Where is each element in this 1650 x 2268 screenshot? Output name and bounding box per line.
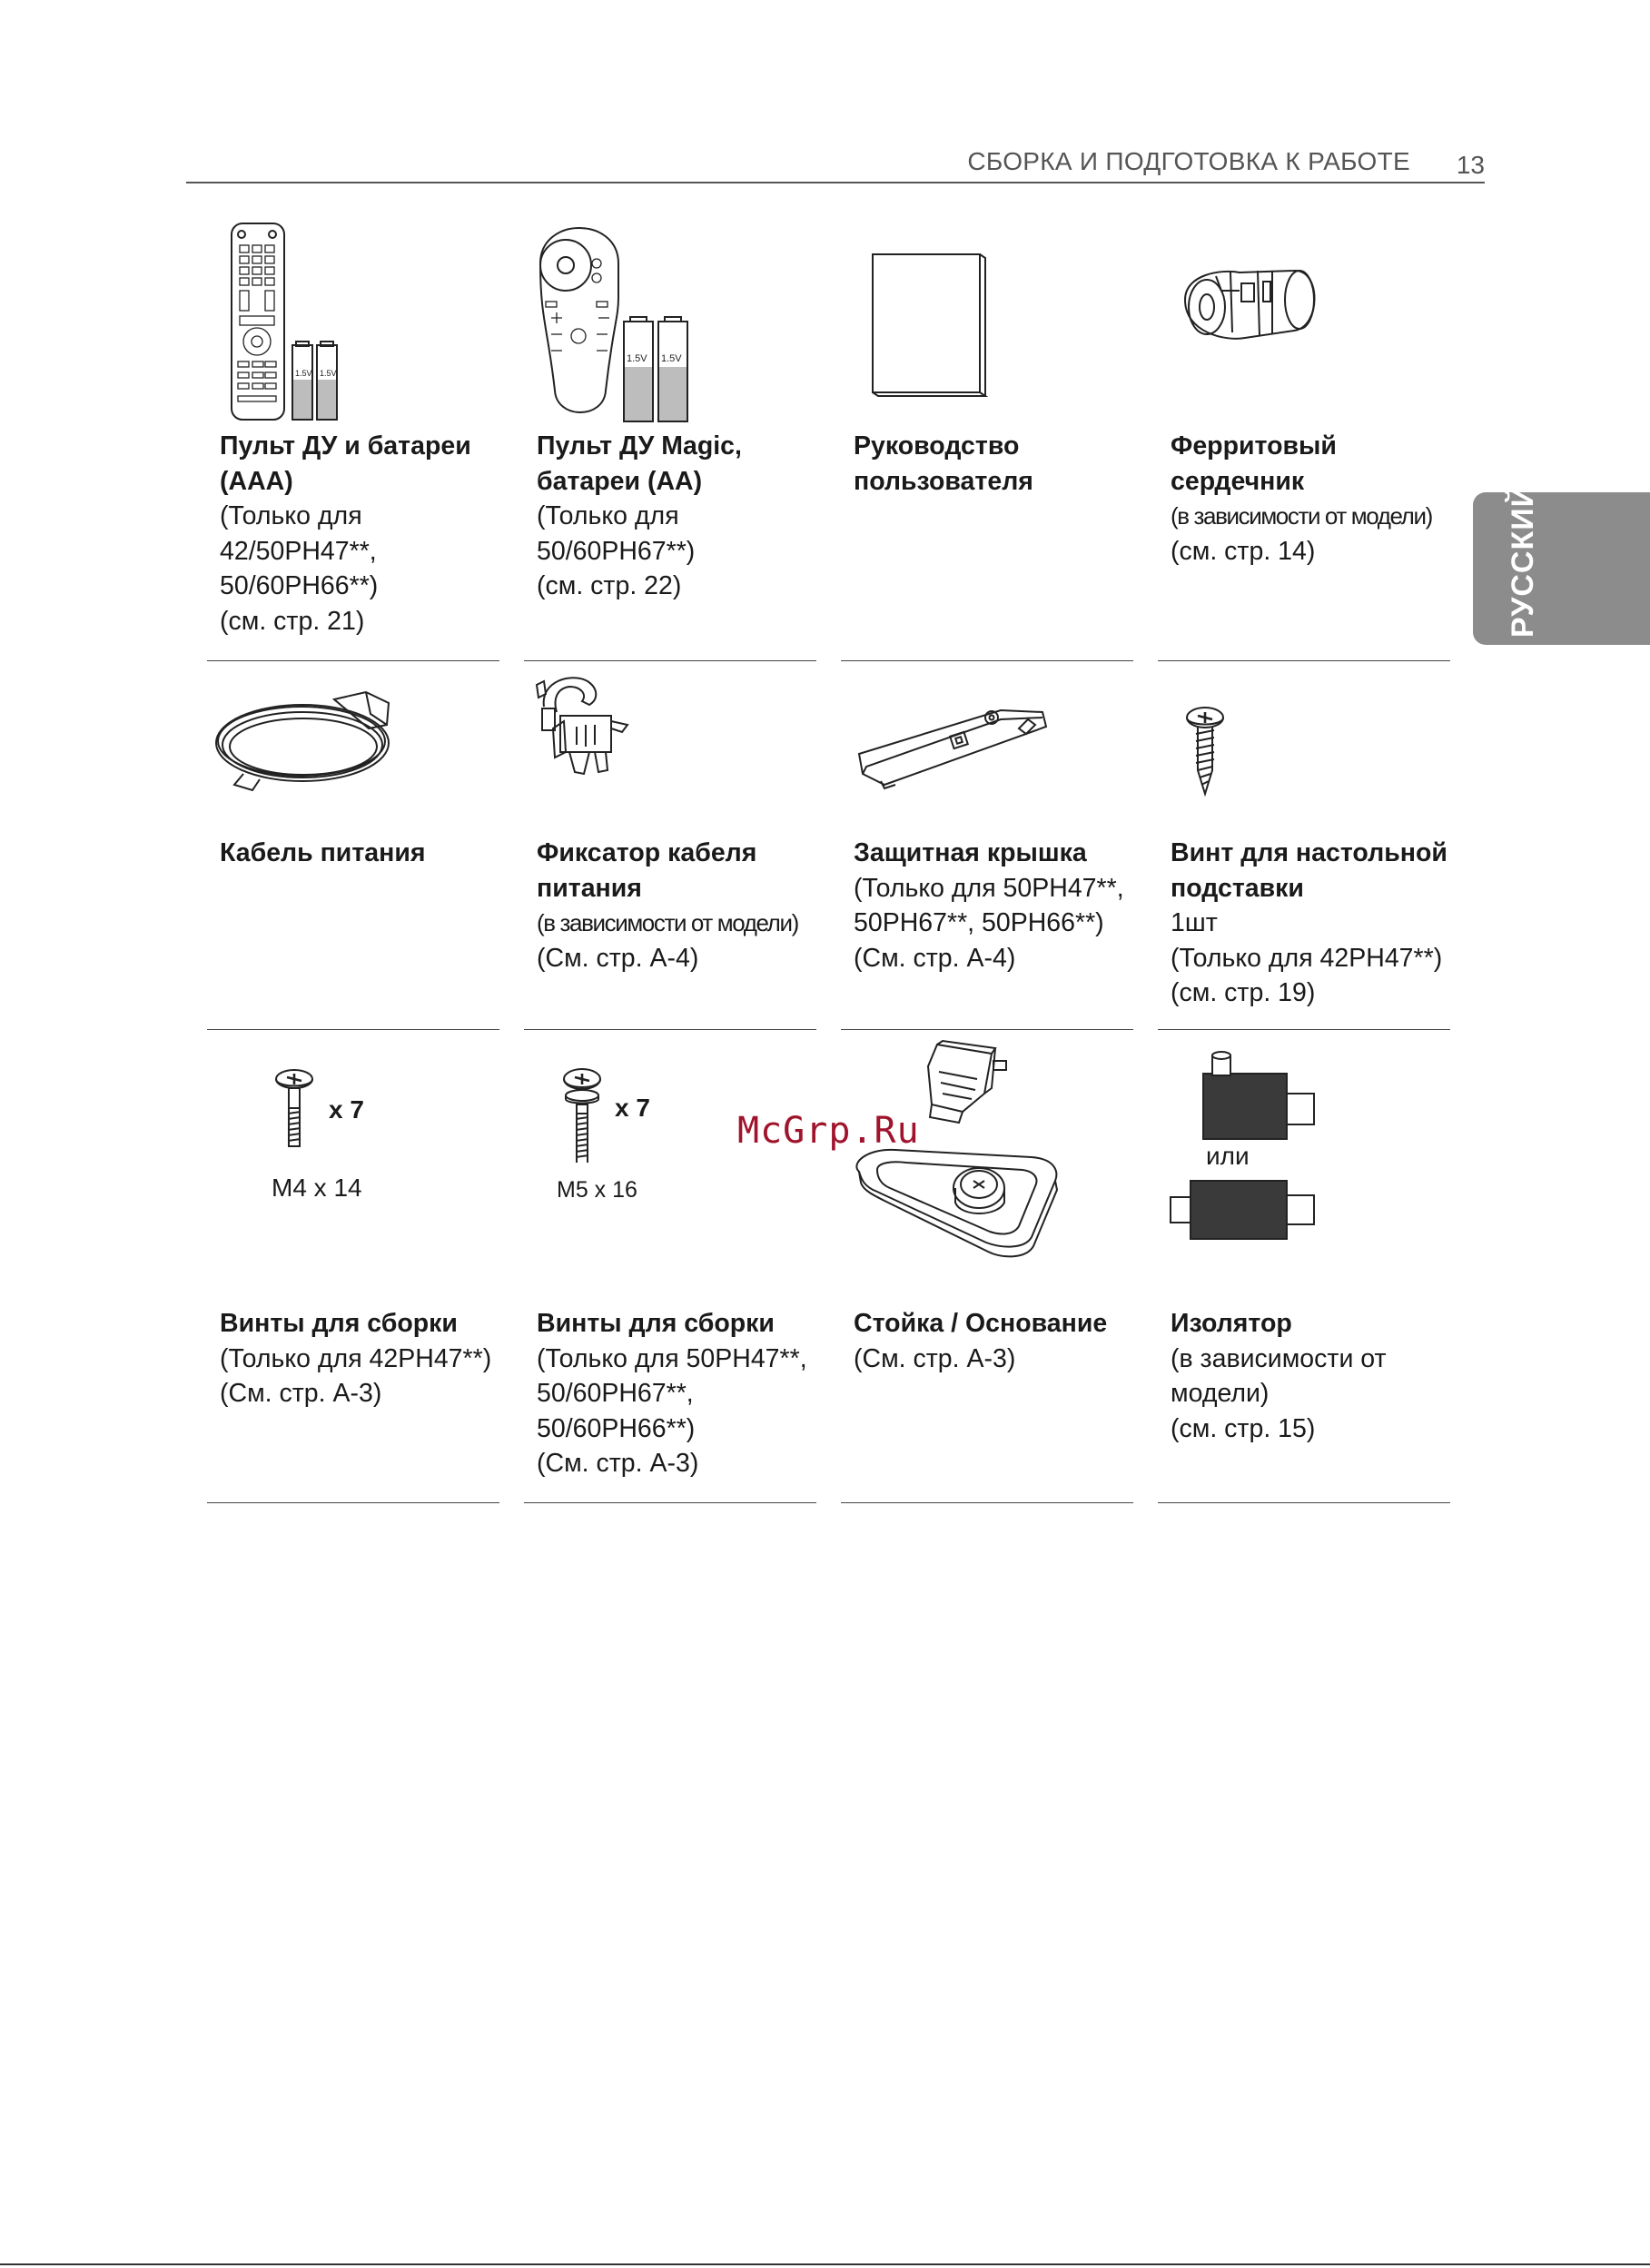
divider [524,660,816,661]
divider [1158,660,1450,661]
page-header [186,144,1485,183]
ferrite-core-icon [1158,218,1450,427]
size-label: M5 x 16 [557,1177,637,1203]
item-ferrite-core [1158,218,1450,663]
item-title: Защитная крышка [854,838,1087,867]
item-text [537,429,742,604]
divider [841,1502,1133,1503]
item-description: (Только для 50PH47**, 50PH67**, 50PH66**) (См. стр. A-4) [854,873,1124,973]
divider [207,1502,499,1503]
item-description: (См. стр. A-4) [537,943,699,973]
language-tab [1473,483,1650,645]
item-text [1171,836,1447,1011]
item-title: Фиксатор кабеля питания [537,838,757,903]
item-title: Винты для сборки [537,1309,775,1338]
language-tab-label: РУССКИЙ [1506,483,1540,638]
page-number: 13 [1456,151,1485,179]
item-stand-screw [1158,672,1450,1035]
divider [207,660,499,661]
item-text [854,836,1124,976]
item-note: (в зависимости от модели) [537,909,798,936]
size-label: M4 x 14 [272,1174,362,1202]
isolator-icon [1158,1035,1450,1253]
item-text [220,1306,491,1411]
item-title: Изолятор [1171,1309,1292,1338]
quantity-label: x 7 [329,1095,364,1124]
footer-line [0,2263,1650,2265]
item-protective-cover [841,672,1133,1035]
item-title: Пульт ДУ Magic, батареи (AA) [537,431,742,496]
item-title: Пульт ДУ и батареи (AAA) [220,431,471,496]
item-description: (Только для 50PH47**, 50/60PH67**, 50/60PH66**) (См. стр. A-3) [537,1343,807,1478]
item-description: (Только для 42/50PH47**, 50/60PH66**) (см. стр. 21) [220,501,379,636]
item-assembly-screws-m5 [524,1035,816,1508]
item-description: (в зависимости от модели) (см. стр. 15) [1171,1343,1387,1443]
item-description: (см. стр. 14) [1171,536,1316,566]
item-title: Винты для сборки [220,1309,458,1338]
item-magic-remote [524,218,816,663]
manual-book-icon [841,218,1133,427]
section-title: СБОРКА И ПОДГОТОВКА К РАБОТЕ [967,147,1410,175]
divider [524,1502,816,1503]
item-title: Винт для настольной подставки [1171,838,1447,903]
divider [841,660,1133,661]
item-title: Ферритовый сердечник [1171,431,1337,496]
item-text [1171,1306,1387,1446]
divider [1158,1502,1450,1503]
item-text [854,429,1033,499]
item-description: (Только для 42PH47**) (См. стр. A-3) [220,1343,492,1408]
remote-control-icon [207,218,499,427]
protective-cover-icon [841,672,1133,808]
battery-label: 1.5V [295,369,312,378]
item-text [537,836,798,976]
item-description: 1шт (Только для 42PH47**) (см. стр. 19) [1171,908,1443,1007]
or-label: или [1206,1142,1250,1170]
quantity-label: x 7 [615,1094,650,1122]
screw-icon [1158,672,1450,808]
item-title: Кабель питания [220,838,426,867]
cable-holder-icon [524,672,816,808]
battery-label: 1.5V [661,353,682,364]
item-power-cable [207,672,499,1035]
battery-label: 1.5V [627,353,647,364]
divider [207,1029,499,1030]
divider [841,1029,1133,1030]
item-assembly-screws-m4 [207,1035,499,1508]
item-description: (Только для 50/60PH67**) (см. стр. 22) [537,501,696,600]
power-cable-icon [207,672,499,808]
item-remote-aaa [207,218,499,663]
watermark: McGrp.Ru [737,1110,920,1152]
item-text [1171,429,1432,569]
item-note: (в зависимости от модели) [1171,502,1432,530]
item-title: Руководство пользователя [854,431,1033,496]
item-text [854,1306,1107,1376]
item-isolator [1158,1035,1450,1508]
divider [1158,1029,1450,1030]
item-text [220,836,426,871]
divider [524,1029,816,1030]
item-description: (См. стр. A-3) [854,1343,1016,1373]
battery-label: 1.5V [320,369,337,378]
magic-remote-icon [524,218,816,427]
item-cable-holder [524,672,816,1035]
item-text [220,429,471,639]
item-user-manual [841,218,1133,663]
item-text [537,1306,807,1481]
item-stand-base [841,1035,1133,1508]
item-title: Стойка / Основание [854,1309,1108,1338]
